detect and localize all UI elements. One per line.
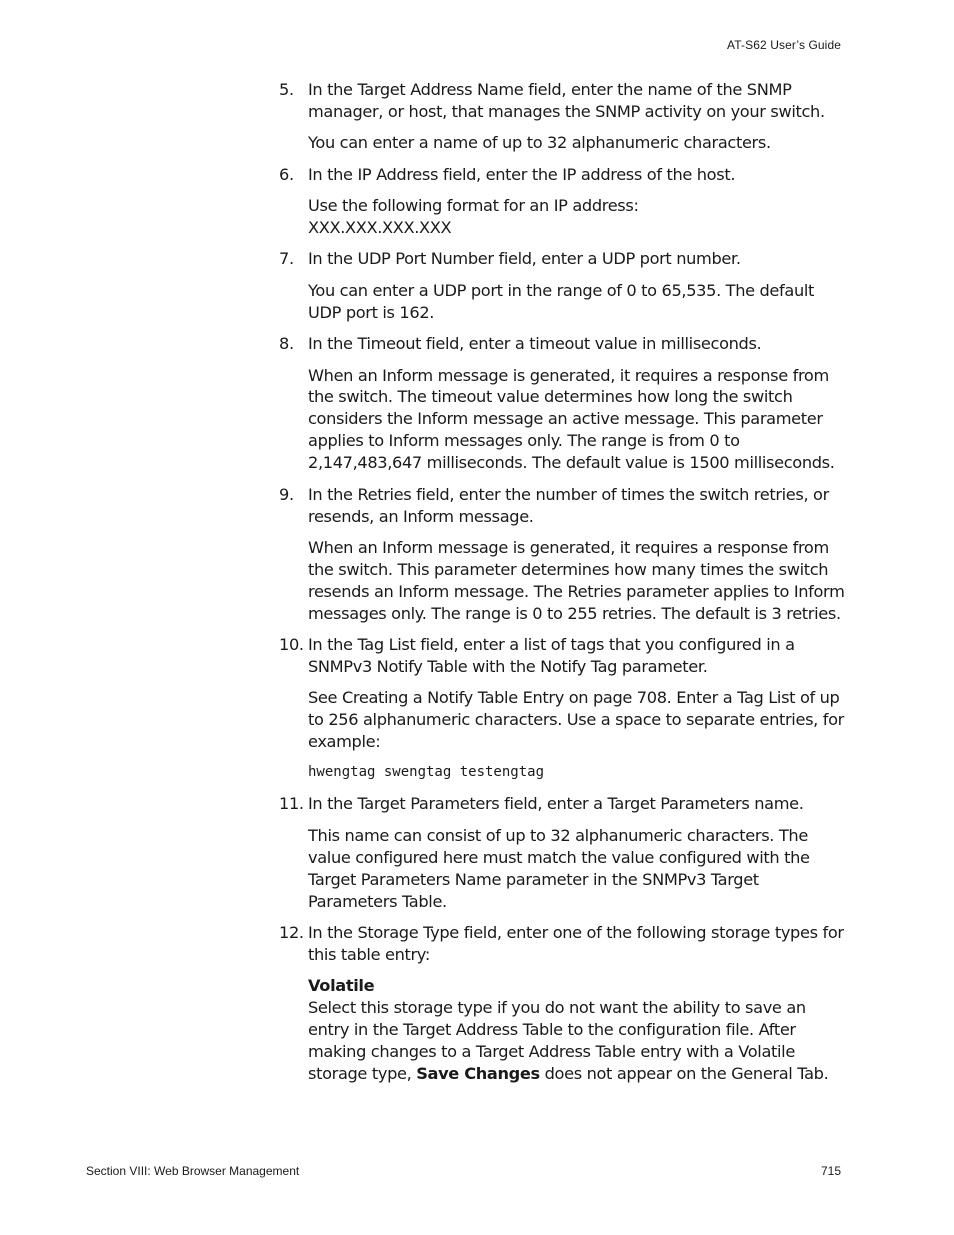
step-number: 8. — [279, 334, 294, 354]
volatile-term: Volatile — [308, 976, 375, 996]
step-text: In the Storage Type field, enter one of the following storage types for this table entry: — [308, 923, 844, 964]
step-number: 11. — [279, 794, 304, 814]
step-number: 7. — [279, 249, 294, 269]
footer-section: Section VIII: Web Browser Management — [86, 1164, 300, 1178]
step-paragraph: This name can consist of up to 32 alphanumeric characters. The value configured here must match the value configured with the Target Parameters Name parameter in the SNMPv3 Target Parameters Table. — [308, 825, 810, 911]
step-text: In the Retries field, enter the number of times the switch retries, or resends, an Inform message. — [308, 484, 829, 526]
step-paragraph: When an Inform message is generated, it requires a response from the switch. This parameter determines how many times the switch resends an Inform message. The Retries parameter applies to Inform messages only. The range is 0 to 255 retries. The default is 3 retries. — [308, 537, 845, 623]
step-paragraph: You can enter a name of up to 32 alphanumeric characters. — [308, 133, 771, 153]
volatile-definition — [308, 975, 849, 1085]
step-10 — [279, 634, 849, 678]
step-paragraph: When an Inform message is generated, it requires a response from the switch. The timeout value determines how long the switch considers the Inform message an active message. This parameter applies to Inform messages only. The range is from 0 to 2,147,483,647 milliseconds. The default value is 1500 milliseconds. — [308, 365, 835, 473]
step-paragraph — [308, 195, 849, 239]
step-paragraph: You can enter a UDP port in the range of 0 to 65,535. The default UDP port is 162. — [308, 280, 815, 322]
step-text: In the Tag List field, enter a list of tags that you configured in a SNMPv3 Notify Table with the Notify Tag parameter. — [308, 635, 795, 676]
step-12 — [279, 922, 849, 966]
volatile-text-after: does not appear on the General Tab. — [539, 1063, 829, 1083]
step-8 — [279, 333, 849, 355]
running-header: AT-S62 User’s Guide — [727, 38, 841, 52]
volatile-description — [308, 997, 849, 1085]
code-example: hwengtag swengtag testengtag — [308, 764, 545, 781]
step-number: 5. — [279, 80, 294, 99]
step-paragraph: See Creating a Notify Table Entry on page 708. Enter a Tag List of up to 256 alphanumeric characters. Use a space to separate entries, for example: — [308, 688, 844, 752]
step-7 — [279, 248, 849, 270]
save-changes-term: Save Changes — [416, 1063, 540, 1083]
footer-page-number: 715 — [820, 1164, 841, 1178]
ip-format-intro: Use the following format for an IP address: — [308, 196, 639, 216]
step-text: In the Timeout field, enter a timeout value in milliseconds. — [308, 334, 762, 354]
step-number: 9. — [279, 484, 294, 504]
step-number: 6. — [279, 164, 294, 184]
step-text: In the UDP Port Number field, enter a UDP port number. — [308, 249, 741, 269]
step-5 — [279, 79, 849, 123]
step-number: 10. — [279, 635, 304, 655]
step-text: In the Target Address Name field, enter the name of the SNMP manager, or host, that manages the SNMP activity on your switch. — [308, 80, 825, 121]
step-11 — [279, 793, 849, 815]
step-6 — [279, 164, 849, 186]
volatile-text-before: Select this storage type if you do not want the ability to save an entry in the Target Address Table to the configuration file. After making changes to a Target Address Table entry with a Volatile storage type, — [308, 998, 806, 1083]
step-text: In the Target Parameters field, enter a Target Parameters name. — [308, 794, 804, 814]
page-content — [279, 79, 849, 1085]
ip-format-example: XXX.XXX.XXX.XXX — [308, 218, 452, 238]
step-text: In the IP Address field, enter the IP address of the host. — [308, 164, 736, 184]
step-number: 12. — [279, 923, 304, 942]
step-9 — [279, 484, 849, 528]
